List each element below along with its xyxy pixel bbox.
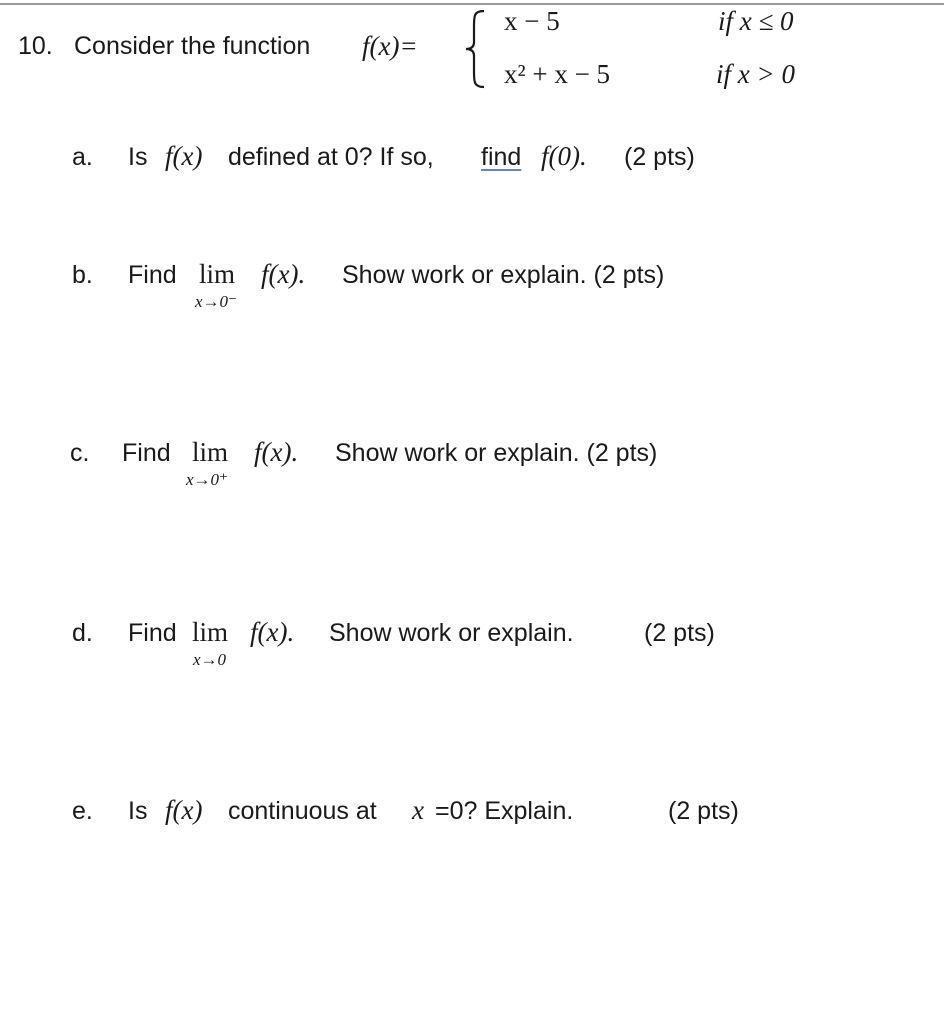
- question-d-fx: f(x).: [250, 617, 295, 647]
- case-2-condition: if x > 0: [716, 59, 795, 89]
- top-border: [0, 3, 944, 5]
- question-c-limit-subscript: x→0⁺: [186, 470, 229, 489]
- question-e-text: continuous at: [228, 797, 377, 825]
- question-a-fx: f(x): [165, 141, 203, 171]
- case-2-expression: x² + x − 5: [504, 59, 611, 89]
- question-e-variable: x: [412, 795, 424, 825]
- question-d-limit-subscript: x→0: [193, 650, 227, 669]
- function-label: f(x)=: [362, 31, 418, 61]
- problem-number: 10.: [18, 32, 53, 60]
- question-d-points: (2 pts): [644, 619, 715, 647]
- question-d-text: Show work or explain.: [329, 619, 574, 647]
- question-e-letter: e.: [72, 797, 93, 825]
- question-c-text: Show work or explain. (2 pts): [335, 439, 658, 467]
- question-a-text: defined at 0? If so,: [228, 143, 434, 171]
- piecewise-brace: [462, 8, 488, 90]
- question-a-points: (2 pts): [624, 143, 695, 171]
- question-d-letter: d.: [72, 619, 93, 647]
- question-c-find: Find: [122, 439, 171, 467]
- question-a-find-link[interactable]: find: [481, 143, 522, 171]
- problem-intro: Consider the function: [74, 32, 311, 60]
- question-c-lim: lim: [192, 437, 229, 467]
- question-a-letter: a.: [72, 143, 93, 171]
- question-b-limit-subscript: x→0⁻: [195, 292, 238, 311]
- question-b-letter: b.: [72, 261, 93, 289]
- question-d-lim: lim: [192, 617, 229, 647]
- question-e-points: (2 pts): [668, 797, 739, 825]
- question-c-letter: c.: [70, 439, 90, 467]
- question-b-lim: lim: [199, 259, 236, 289]
- question-b-fx: f(x).: [261, 259, 306, 289]
- question-e-fx: f(x): [165, 795, 203, 825]
- question-b-text: Show work or explain. (2 pts): [342, 261, 665, 289]
- case-1-condition: if x ≤ 0: [718, 6, 794, 36]
- question-a-f0: f(0).: [541, 141, 587, 171]
- question-a-is: Is: [128, 143, 148, 171]
- question-e-is: Is: [128, 797, 148, 825]
- question-e-condition: =0? Explain.: [435, 797, 574, 825]
- question-b-find: Find: [128, 261, 177, 289]
- question-c-fx: f(x).: [254, 437, 299, 467]
- case-1-expression: x − 5: [504, 6, 560, 36]
- question-d-find: Find: [128, 619, 177, 647]
